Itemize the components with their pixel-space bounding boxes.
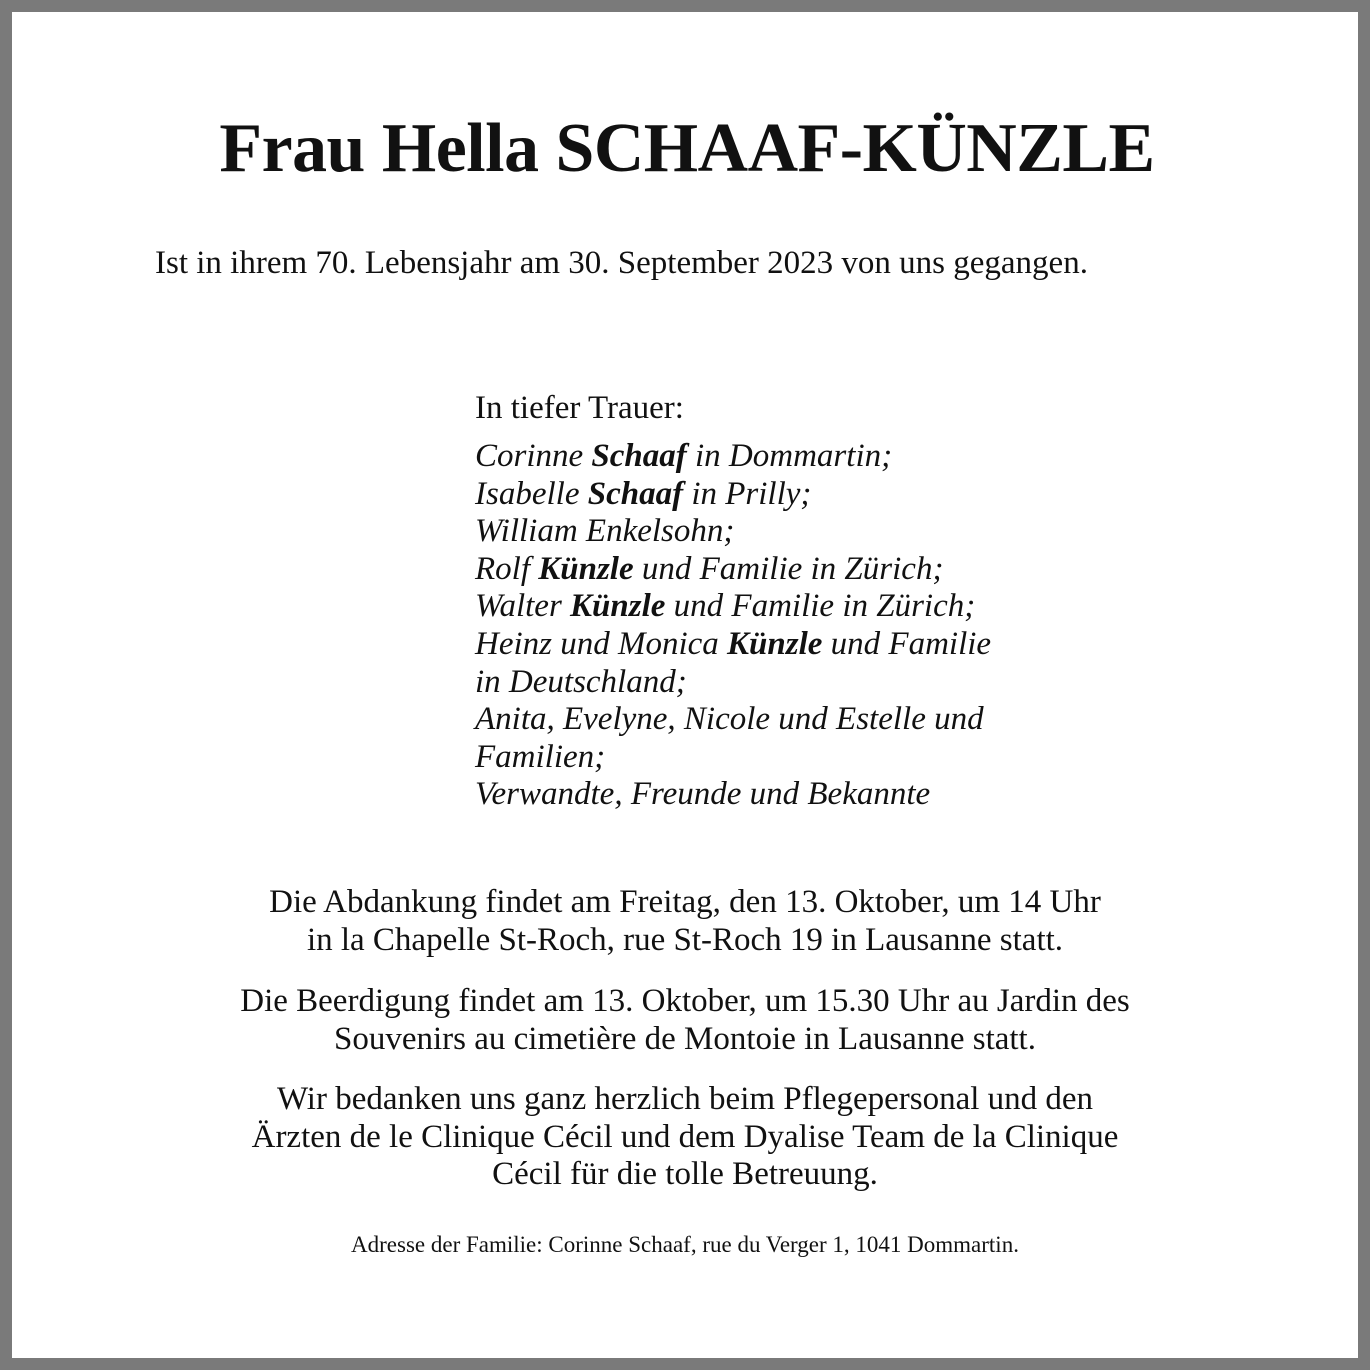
mourner-line <box>475 701 1155 739</box>
mourner-surname: Schaaf <box>591 438 687 474</box>
text-line: Wir bedanken uns ganz herzlich beim Pflegepersonal und den <box>276 1081 1094 1117</box>
mourner-line <box>475 664 1155 702</box>
mourner-surname: Künzle <box>727 625 823 662</box>
mourner-text: Anita, Evelyne, Nicole und Estelle und <box>475 701 984 738</box>
mourner-text: und Familie in Zürich; <box>633 550 944 587</box>
mourner-text: Walter <box>475 588 571 625</box>
text-line: Ärzten de le Clinique Cécil und dem Dyalise Team de la Clinique <box>251 1118 1119 1155</box>
mourners-heading: In tiefer Trauer: <box>475 390 684 426</box>
mourner-text: Verwandte, Freunde und Bekannte <box>475 776 931 813</box>
text-line: in la Chapelle St-Roch, rue St-Roch 19 in Lausanne statt. <box>306 921 1064 958</box>
mourner-text: Familien; <box>475 738 606 775</box>
mourner-text: Corinne <box>475 438 592 474</box>
text-line: Souvenirs au cimetière de Montoie in Lausanne statt. <box>334 1020 1036 1057</box>
mourner-surname: Künzle <box>538 550 634 587</box>
mourners-block <box>475 389 1155 814</box>
mourner-text: und Familie <box>822 625 992 662</box>
funeral-service-paragraph <box>155 884 1215 959</box>
mourner-text: und Familie in Zürich; <box>665 588 976 625</box>
mourner-text: in Dommartin; <box>686 438 893 474</box>
mourner-text: Isabelle <box>475 475 588 512</box>
mourner-line <box>475 588 1155 626</box>
mourner-surname: Künzle <box>570 588 666 625</box>
mourner-line <box>475 476 1155 514</box>
mourner-line <box>475 513 1155 551</box>
mourner-surname: Schaaf <box>587 475 684 512</box>
mourner-line <box>475 626 1155 664</box>
mourner-line <box>475 438 1155 476</box>
intro-text: Ist in ihrem 70. Lebensjahr am 30. September 2023 von uns gegangen. <box>155 245 1088 281</box>
text-line: Die Abdankung findet am Freitag, den 13. Oktober, um 14 Uhr <box>269 884 1101 920</box>
mourner-text: in Deutschland; <box>475 663 687 700</box>
thanks-paragraph <box>155 1081 1215 1194</box>
obituary-page <box>12 12 1358 1358</box>
mourner-line <box>475 551 1155 589</box>
mourner-line <box>475 776 1155 814</box>
mourners-list <box>475 438 1155 814</box>
mourner-text: Rolf <box>475 550 539 587</box>
burial-paragraph <box>155 983 1215 1058</box>
mourner-line <box>475 739 1155 777</box>
obituary-title: Frau Hella SCHAAF-KÜNZLE <box>219 110 1155 187</box>
mourner-text: Heinz und Monica <box>475 625 728 662</box>
mourner-text: in Prilly; <box>683 475 812 512</box>
mourner-text: William Enkelsohn; <box>475 513 735 550</box>
text-line: Die Beerdigung findet am 13. Oktober, um 15.30 Uhr au Jardin des <box>240 983 1130 1019</box>
text-line: Cécil für die tolle Betreuung. <box>492 1156 878 1192</box>
family-address: Adresse der Familie: Corinne Schaaf, rue du Verger 1, 1041 Dommartin. <box>351 1232 1019 1257</box>
